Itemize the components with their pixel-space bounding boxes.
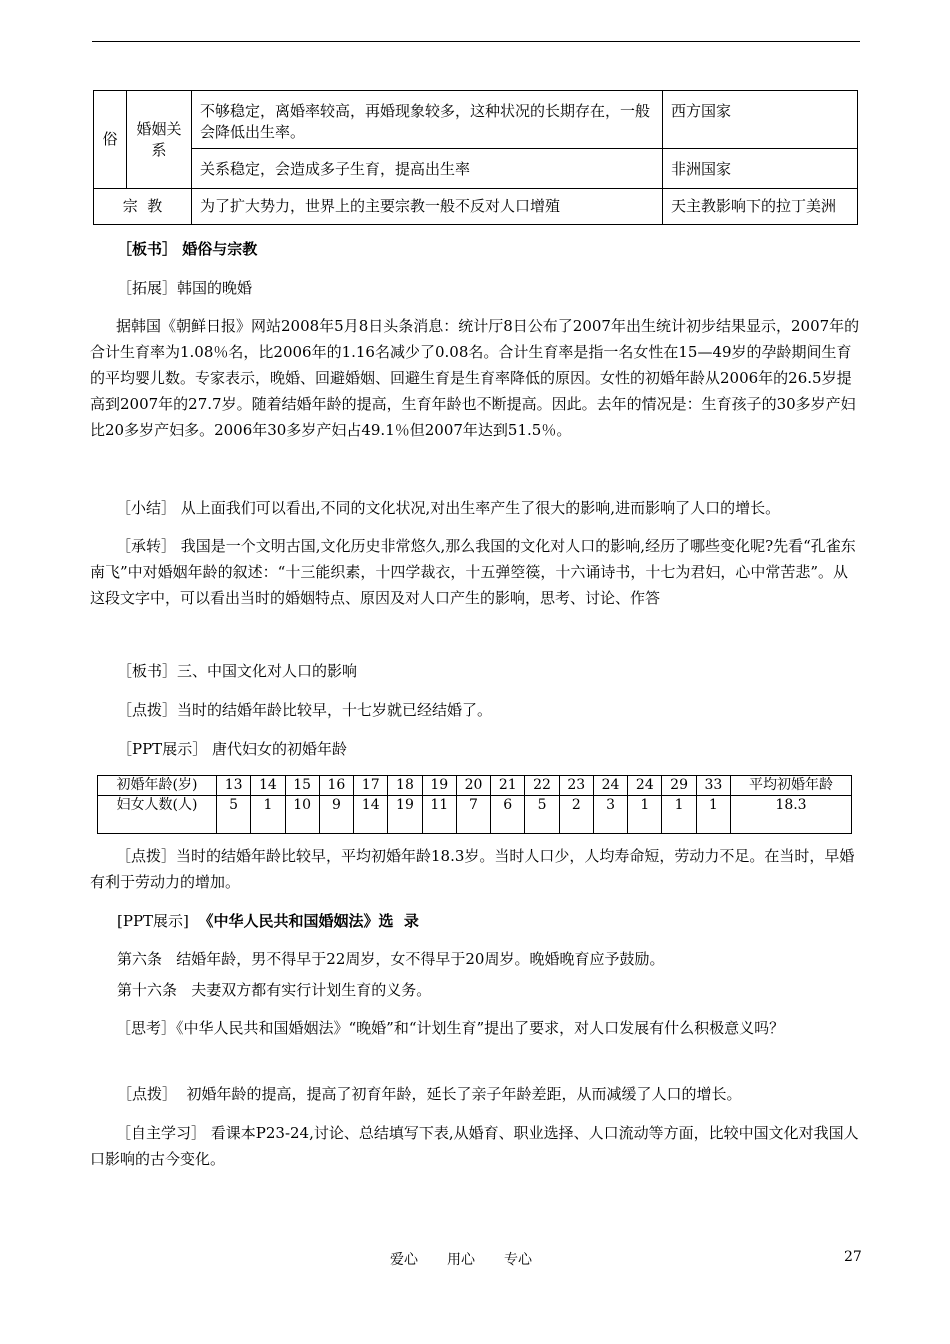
- article-16: 第十六条 夫妻双方都有实行计划生育的义务。: [117, 981, 432, 999]
- age-row-header: 初婚年龄(岁): [98, 776, 217, 796]
- ppt-2: [117, 908, 889, 934]
- count-cell: 1: [251, 796, 285, 834]
- row3-desc: 为了扩大势力，世界上的主要宗教一般不反对人口增殖: [192, 189, 663, 225]
- zizhu: ［自主学习］ 看课本P23-24,讨论、总结填写下表,从婚育、职业选择、人口流动等方面，比较中国文化对我国人口影响的古今变化。: [90, 1124, 859, 1168]
- count-cell: 6: [491, 796, 525, 834]
- age-cell: 15: [285, 776, 319, 796]
- su-cell: 俗: [94, 91, 127, 189]
- footer-aixin: 爱心: [390, 1252, 418, 1268]
- count-cell: 19: [388, 796, 422, 834]
- age-cell: 20: [456, 776, 490, 796]
- xiaojie: ［小结］ 从上面我们可以看出,不同的文化状况,对出生率产生了很大的影响,进而影响了人口的增长。: [116, 499, 781, 517]
- dianbo-2: ［点拨］当时的结婚年龄比较早，平均初婚年龄18.3岁。当时人口少，人均寿命短，劳动力不足。在当时，早婚有利于劳动力的增加。: [90, 847, 855, 891]
- count-row-header: 妇女人数(人): [98, 796, 217, 834]
- custom-religion-table: [93, 90, 858, 225]
- banshu-2: ［板书］三、中国文化对人口的影响: [117, 662, 358, 680]
- avg-value: 18.3: [731, 796, 852, 834]
- hunyin-label: 婚姻关系: [136, 119, 182, 159]
- footer-yongxin: 用心: [447, 1252, 475, 1268]
- ppt-2-label: [PPT展示]: [117, 912, 199, 930]
- footer-zhuanxin: 专心: [504, 1252, 532, 1268]
- age-cell: 29: [662, 776, 696, 796]
- row2-desc: 关系稳定，会造成多子生育，提高出生率: [192, 149, 663, 189]
- age-cell: 33: [696, 776, 730, 796]
- dianbo-3: ［点拨］ 初婚年龄的提高，提高了初育年龄，延长了亲子年龄差距，从而减缓了人口的增长。: [117, 1085, 742, 1103]
- age-cell: 19: [422, 776, 456, 796]
- dianbo-1: ［点拨］当时的结婚年龄比较早，十七岁就已经结婚了。: [117, 701, 493, 719]
- count-cell: 11: [422, 796, 456, 834]
- article-6: 第六条 结婚年龄，男不得早于22周岁，女不得早于20周岁。晚婚晚育应予鼓励。: [117, 950, 665, 968]
- age-cell: 18: [388, 776, 422, 796]
- row3-region: 天主教影响下的拉丁美洲: [663, 189, 858, 225]
- ppt-1: ［PPT展示］ 唐代妇女的初婚年龄: [117, 740, 347, 758]
- row2-region: 非洲国家: [663, 149, 858, 189]
- sikao: ［思考］《中华人民共和国婚姻法》“晚婚”和“计划生育”提出了要求，对人口发展有什么积极意义吗？: [116, 1019, 785, 1037]
- age-cell: 23: [559, 776, 593, 796]
- header-rule: [92, 41, 860, 42]
- row1-desc: 不够稳定，离婚率较高，再婚现象较多，这种状况的长期存在，一般会降低出生率。: [192, 91, 663, 149]
- count-cell: 2: [559, 796, 593, 834]
- count-cell: 7: [456, 796, 490, 834]
- count-cell: 1: [696, 796, 730, 834]
- age-cell: 21: [491, 776, 525, 796]
- age-cell: 24: [628, 776, 662, 796]
- age-cell: 14: [251, 776, 285, 796]
- avg-header: 平均初婚年龄: [731, 776, 852, 796]
- ppt-2-title: 《中华人民共和国婚姻法》选 录: [198, 912, 419, 930]
- count-cell: 5: [525, 796, 559, 834]
- korea-paragraph: 据韩国《朝鲜日报》网站2008年5月8日头条消息：统计厅8日公布了2007年出生统计初步结果显示，2007年的合计生育率为1.08％名，比2006年的1.16名减少了0.08名。合计生育率是指一名女性在15—49岁的孕龄期间生育的平均婴儿数。专家表示，晚婚、回避婚姻、回避生育是生育率降低的原因。女性的初婚年龄从2006年的26.5岁提高到2007年的27.7岁。随着结婚年龄的提高，生育年龄也不断提高。因此。去年的情况是：生育孩子的30多岁产妇比20多岁产妇多。2006年30多岁产妇占49.1％但2007年达到51.5％。: [90, 317, 860, 439]
- banshu-1: ［板书］ 婚俗与宗教: [117, 240, 258, 258]
- age-cell: 24: [593, 776, 627, 796]
- count-cell: 1: [628, 796, 662, 834]
- chengzhuan: ［承转］ 我国是一个文明古国,文化历史非常悠久,那么我国的文化对人口的影响,经历了哪些变化呢?先看“孔雀东南飞”中对婚姻年龄的叙述：“十三能织素，十四学裁衣，十五弹箜篌，十六诵诗书，十七为君妇，心中常苦悲”。从这段文字中，可以看出当时的婚姻特点、原因及对人口产生的影响，思考、讨论、作答: [90, 537, 856, 607]
- tang-marriage-age-table: [97, 775, 852, 834]
- count-cell: 3: [593, 796, 627, 834]
- count-cell: 9: [319, 796, 353, 834]
- count-cell: 14: [354, 796, 388, 834]
- age-cell: 17: [354, 776, 388, 796]
- count-cell: 10: [285, 796, 319, 834]
- age-cell: 13: [217, 776, 251, 796]
- count-cell: 1: [662, 796, 696, 834]
- age-cell: 22: [525, 776, 559, 796]
- count-cell: 5: [217, 796, 251, 834]
- row1-region: 西方国家: [663, 91, 858, 149]
- age-cell: 16: [319, 776, 353, 796]
- zongjiao-cell: 宗 教: [94, 189, 192, 225]
- tuozhan: ［拓展］韩国的晚婚: [117, 279, 253, 297]
- hunyin-cell: [127, 91, 192, 189]
- page-number: 27: [844, 1249, 862, 1265]
